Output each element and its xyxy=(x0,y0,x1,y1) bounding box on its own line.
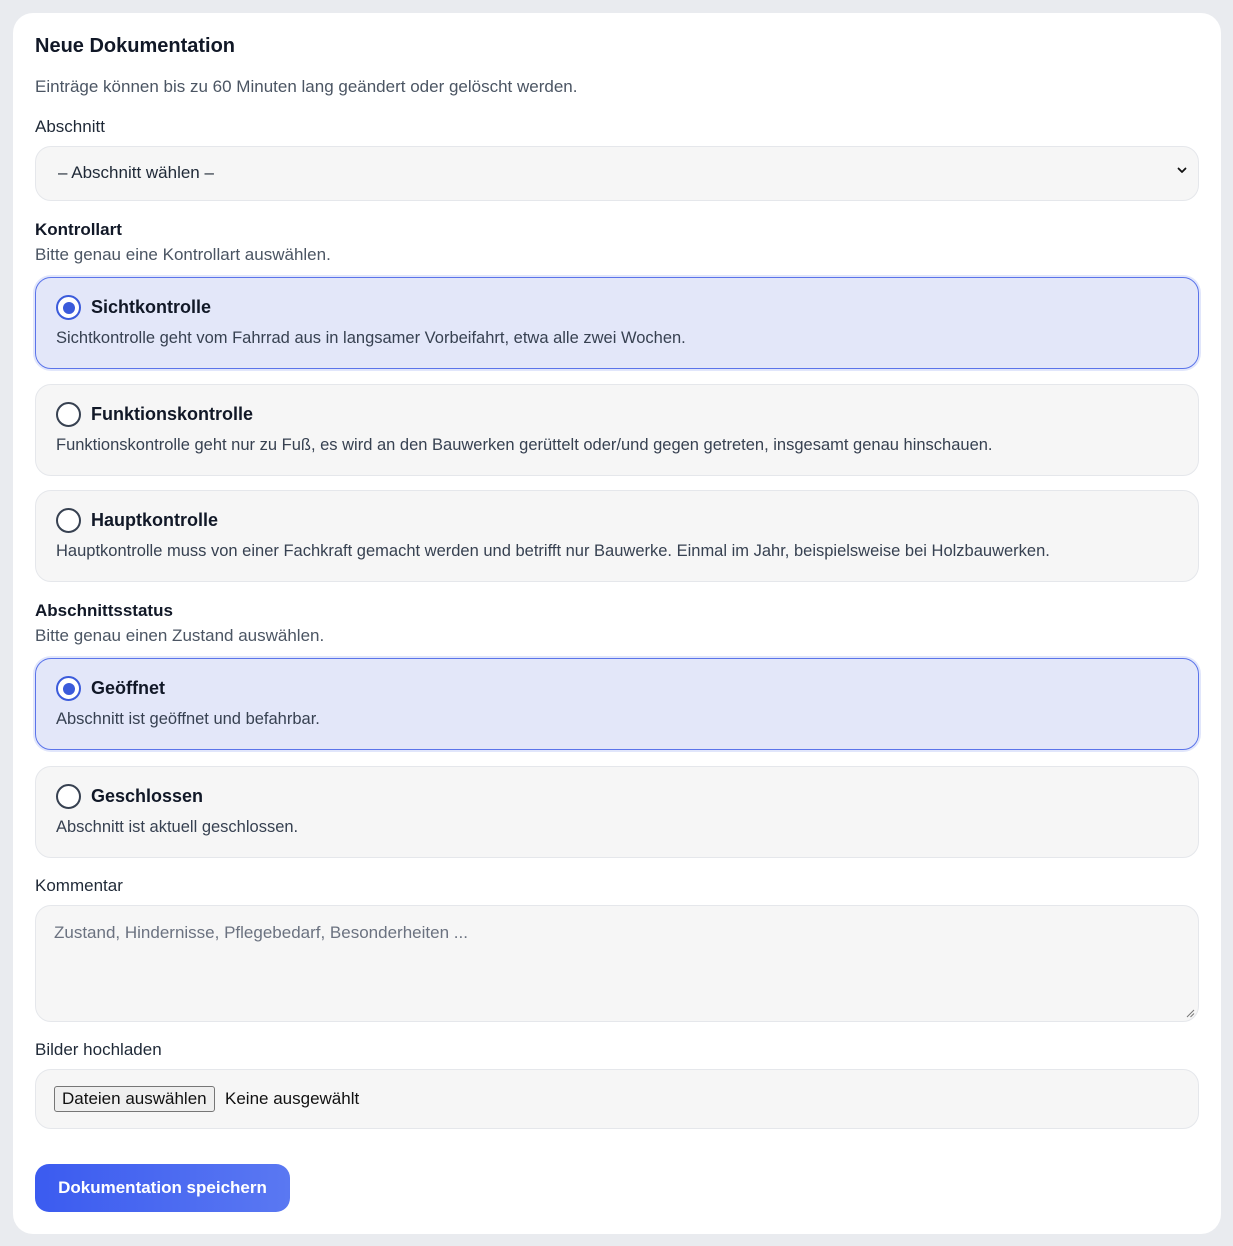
save-documentation-button[interactable]: Dokumentation speichern xyxy=(35,1164,290,1212)
option-title: Geschlossen xyxy=(91,786,204,806)
abschnitt-select-value: – Abschnitt wählen – xyxy=(58,163,214,182)
option-funktionskontrolle[interactable] xyxy=(35,384,1199,476)
option-description: Abschnitt ist geöffnet und befahrbar. xyxy=(56,710,320,728)
chevron-down-icon xyxy=(1176,164,1188,176)
option-title: Hauptkontrolle xyxy=(91,510,219,530)
radio-sichtkontrolle[interactable] xyxy=(56,295,81,320)
radio-funktionskontrolle[interactable] xyxy=(56,402,81,427)
kontrollart-hint: Bitte genau eine Kontrollart auswählen. xyxy=(35,245,331,264)
resize-handle-icon[interactable] xyxy=(1186,1009,1195,1018)
abschnitt-select[interactable] xyxy=(35,146,1199,201)
option-description: Sichtkontrolle geht vom Fahrrad aus in langsamer Vorbeifahrt, etwa alle zwei Wochen. xyxy=(56,329,686,347)
choose-files-button[interactable]: Dateien auswählen xyxy=(54,1086,215,1112)
bilder-label: Bilder hochladen xyxy=(35,1040,162,1059)
option-description: Abschnitt ist aktuell geschlossen. xyxy=(56,818,299,836)
status-title: Abschnittsstatus xyxy=(35,601,173,620)
option-title: Funktionskontrolle xyxy=(91,404,253,424)
radio-hauptkontrolle[interactable] xyxy=(56,508,81,533)
status-hint: Bitte genau einen Zustand auswählen. xyxy=(35,626,325,645)
file-status: Keine ausgewählt xyxy=(225,1089,360,1108)
option-title: Sichtkontrolle xyxy=(91,297,212,317)
option-description: Hauptkontrolle muss von einer Fachkraft gemacht werden und betrifft nur Bauwerke. Einmal im Jahr, beispielsweise bei Holzbauwerken. xyxy=(56,542,1050,560)
radio-geschlossen[interactable] xyxy=(56,784,81,809)
radio-selected-dot xyxy=(63,302,75,314)
abschnitt-label: Abschnitt xyxy=(35,117,105,136)
form-title: Neue Dokumentation xyxy=(35,35,236,57)
kommentar-textarea[interactable] xyxy=(35,905,1199,1022)
kommentar-label: Kommentar xyxy=(35,876,123,895)
kommentar-placeholder: Zustand, Hindernisse, Pflegebedarf, Besonderheiten ... xyxy=(54,923,468,942)
bilder-file-input[interactable] xyxy=(35,1069,1199,1129)
option-hauptkontrolle[interactable] xyxy=(35,490,1199,582)
option-sichtkontrolle[interactable] xyxy=(35,277,1199,369)
documentation-form-card xyxy=(13,13,1221,1234)
option-description: Funktionskontrolle geht nur zu Fuß, es wird an den Bauwerken gerüttelt oder/und gegen getreten, insgesamt genau hinschauen. xyxy=(56,436,993,454)
option-geoeffnet[interactable] xyxy=(35,658,1199,750)
radio-selected-dot xyxy=(63,683,75,695)
option-title: Geöffnet xyxy=(91,678,165,698)
radio-geoeffnet[interactable] xyxy=(56,676,81,701)
option-geschlossen[interactable] xyxy=(35,766,1199,858)
form-intro: Einträge können bis zu 60 Minuten lang geändert oder gelöscht werden. xyxy=(35,77,578,96)
kontrollart-title: Kontrollart xyxy=(35,220,122,239)
